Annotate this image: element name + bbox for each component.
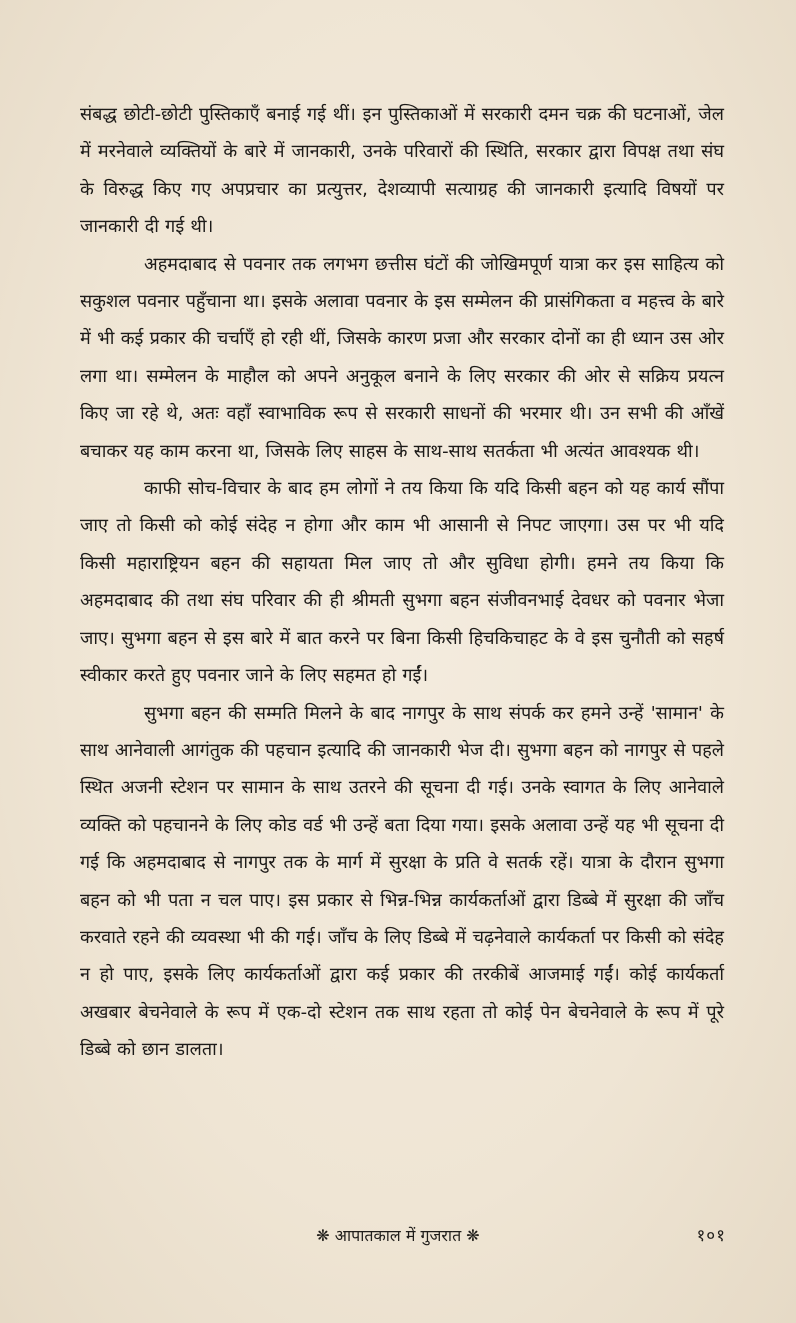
paragraph-4: सुभगा बहन की सम्मति मिलने के बाद नागपुर के साथ संपर्क कर हमने उन्हें 'सामान' के साथ आनेवाली आगंतुक की पहचान इत्यादि की जानकारी भेज दी। सुभगा बहन को नागपुर से पहले स्थित अजनी स्टेशन पर सामान के साथ उतरने की सूचना दी गई। उनके स्वागत के लिए आनेवाले व्यक्ति को पहचानने के लिए कोड वर्ड भी उन्हें बता दिया गया। इसके अलावा उन्हें यह भी सूचना दी गई कि अहमदाबाद से नागपुर तक के मार्ग में सुरक्षा के प्रति वे सतर्क रहें। यात्रा के दौरान सुभगा बहन को भी पता न चल पाए। इस प्रकार से भिन्न-भिन्न कार्यकर्ताओं द्वारा डिब्बे में सुरक्षा की जाँच करवाते रहने की व्यवस्था भी की गई। जाँच के लिए डिब्बे में चढ़नेवाले कार्यकर्ता पर किसी को संदेह न हो पाए, इसके लिए कार्यकर्ताओं द्वारा कई प्रकार की तरकीबें आजमाई गईं। कोई कार्यकर्ता अखबार बेचनेवाले के रूप में एक-दो स्टेशन तक साथ रहता तो कोई पेन बेचनेवाले के रूप में पूरे डिब्बे को छान डालता। xyxy=(80,702,724,1061)
page-footer xyxy=(0,1224,796,1254)
paragraph-1: संबद्ध छोटी-छोटी पुस्तिकाएँ बनाई गई थीं। इन पुस्तिकाओं में सरकारी दमन चक्र की घटनाओं, जेल में मरनेवाले व्यक्तियों के बारे में जानकारी, उनके परिवारों की स्थिति, सरकार द्वारा विपक्ष तथा संघ के विरुद्ध किए गए अपप्रचार का प्रत्युत्तर, देशव्यापी सत्याग्रह की जानकारी इत्यादि विषयों पर जानकारी दी गई थी। xyxy=(80,104,724,238)
running-footer-title: ❋ आपातकाल में गुजरात ❋ xyxy=(316,1226,480,1245)
paragraph-3: काफी सोच-विचार के बाद हम लोगों ने तय किया कि यदि किसी बहन को यह कार्य सौंपा जाए तो किसी को कोई संदेह न होगा और काम भी आसानी से निपट जाएगा। उस पर भी यदि किसी महाराष्ट्रियन बहन की सहायता मिल जाए तो और सुविधा होगी। हमने तय किया कि अहमदाबाद की तथा संघ परिवार की ही श्रीमती सुभगा बहन संजीवनभाई देवधर को पवनार भेजा जाए। सुभगा बहन से इस बारे में बात करने पर बिना किसी हिचकिचाहट के वे इस चुनौती को सहर्ष स्वीकार करते हुए पवनार जाने के लिए सहमत हो गईं। xyxy=(80,478,724,687)
paragraph-2: अहमदाबाद से पवनार तक लगभग छत्तीस घंटों की जोखिमपूर्ण यात्रा कर इस साहित्य को सकुशल पवनार पहुँचाना था। इसके अलावा पवनार के इस सम्मेलन की प्रासंगिकता व महत्त्व के बारे में भी कई प्रकार की चर्चाएँ हो रही थीं, जिसके कारण प्रजा और सरकार दोनों का ही ध्यान उस ओर लगा था। सम्मेलन के माहौल को अपने अनुकूल बनाने के लिए सरकार की ओर से सक्रिय प्रयत्न किए जा रहे थे, अतः वहाँ स्वाभाविक रूप से सरकारी साधनों की भरमार थी। उन सभी की आँखें बचाकर यह काम करना था, जिसके लिए साहस के साथ-साथ सतर्कता भी अत्यंत आवश्यक थी। xyxy=(80,253,724,462)
page-number: १०१ xyxy=(696,1226,726,1246)
body-text xyxy=(80,96,724,1069)
